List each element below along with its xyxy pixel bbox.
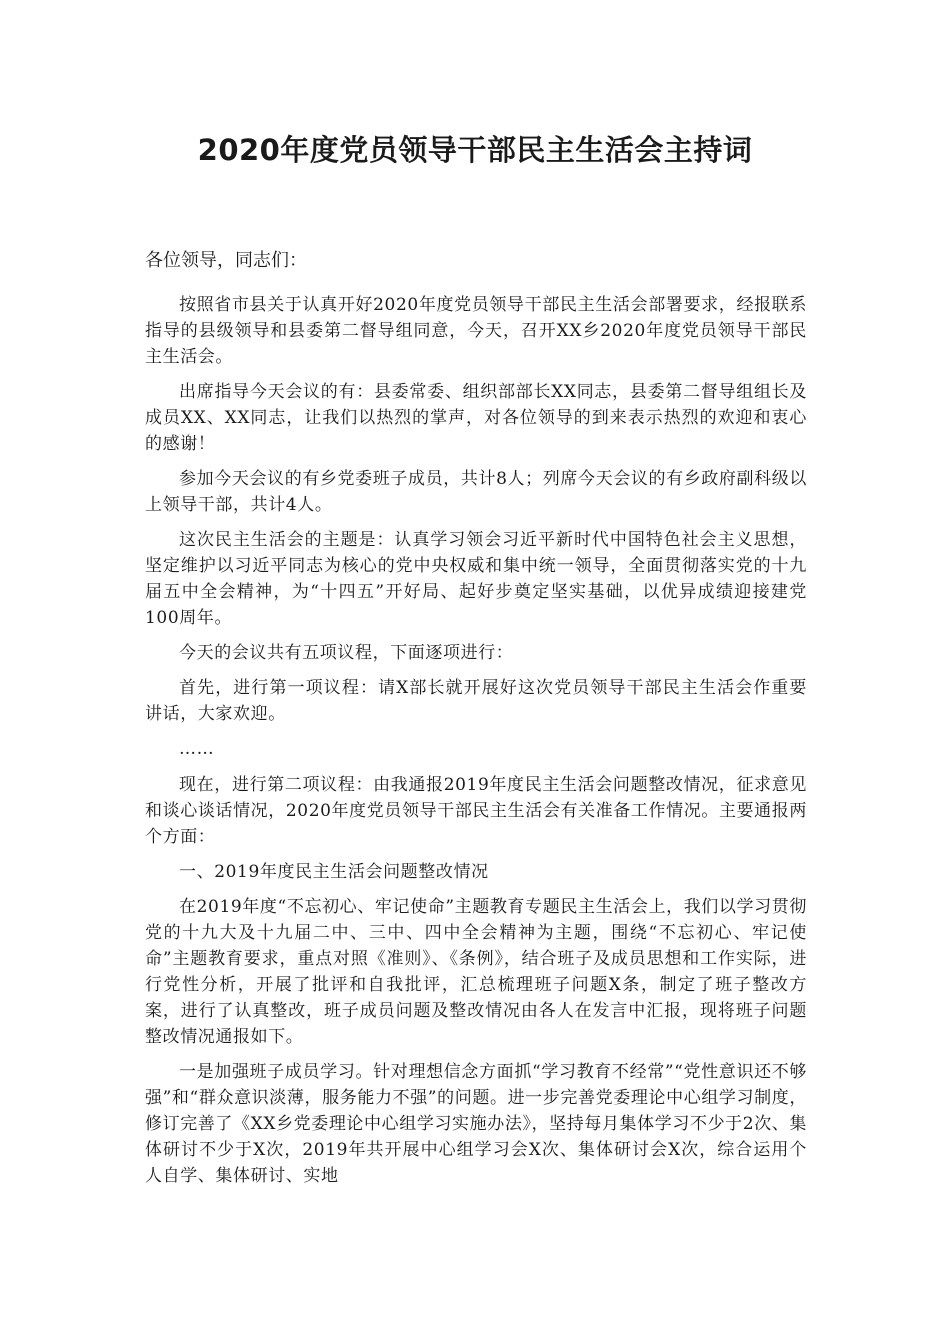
paragraph-participants: 参加今天会议的有乡党委班子成员，共计8人；列席今天会议的有乡政府副科级以上领导干部，共计4人。 [145,469,807,515]
document-body [145,292,807,1198]
paragraph-meeting-purpose: 按照省市县关于认真开好2020年度党员领导干部民主生活会部署要求，经报联系指导的县级领导和县委第二督导组同意，今天，召开XX乡2020年度党员领导干部民主生活会。 [145,295,807,367]
document-title: 2020年度党员领导干部民主生活会主持词 [197,133,753,167]
paragraph-ellipsis: …… [179,739,215,759]
greeting: 各位领导，同志们： [145,250,307,271]
paragraph-agenda-item-1: 首先，进行第一项议程：请X部长就开展好这次党员领导干部民主生活会作重要讲话，大家欢迎。 [145,678,807,724]
paragraph-attending-guests: 出席指导今天会议的有：县委常委、组织部部长XX同志，县委第二督导组组长及成员XX、XX同志，让我们以热烈的掌声，对各位领导的到来表示热烈的欢迎和衷心的感谢！ [145,382,807,454]
paragraph-study-strengthening: 一是加强班子成员学习。针对理想信念方面抓“学习教育不经常”“党性意识还不够强”和“群众意识淡薄，服务能力不强”的问题。进一步完善党委理论中心组学习制度，修订完善了《XX乡党委理论中心组学习实施办法》，坚持每月集体学习不少于2次、集体研讨不少于X次，2019年共开展中心组学习会X次、集体研讨会X次，综合运用个人自学、集体研讨、实地 [145,1062,807,1186]
paragraph-2019-summary: 在2019年度“不忘初心、牢记使命”主题教育专题民主生活会上，我们以学习贯彻党的十九大及十九届二中、三中、四中全会精神为主题，围绕“不忘初心、牢记使命”主题教育要求，重点对照《准则》、《条例》，结合班子及成员思想和工作实际，进行党性分析，开展了批评和自我批评，汇总梳理班子问题X条，制定了班子整改方案，进行了认真整改，班子成员问题及整改情况由各人在发言中汇报，现将班子问题整改情况通报如下。 [145,897,807,1047]
paragraph-agenda-intro: 今天的会议共有五项议程，下面逐项进行： [179,643,514,663]
paragraph-agenda-item-2: 现在，进行第二项议程：由我通报2019年度民主生活会问题整改情况，征求意见和谈心谈话情况，2020年度党员领导干部民主生活会有关准备工作情况。主要通报两个方面： [145,775,807,847]
paragraph-meeting-theme: 这次民主生活会的主题是：认真学习领会习近平新时代中国特色社会主义思想，坚定维护以习近平同志为核心的党中央权威和集中统一领导，全面贯彻落实党的十九届五中全会精神，为“十四五”开好局、起好步奠定坚实基础，以优异成绩迎接建党100周年。 [145,530,807,628]
section-heading-2019-rectification: 一、2019年度民主生活会问题整改情况 [179,862,489,882]
